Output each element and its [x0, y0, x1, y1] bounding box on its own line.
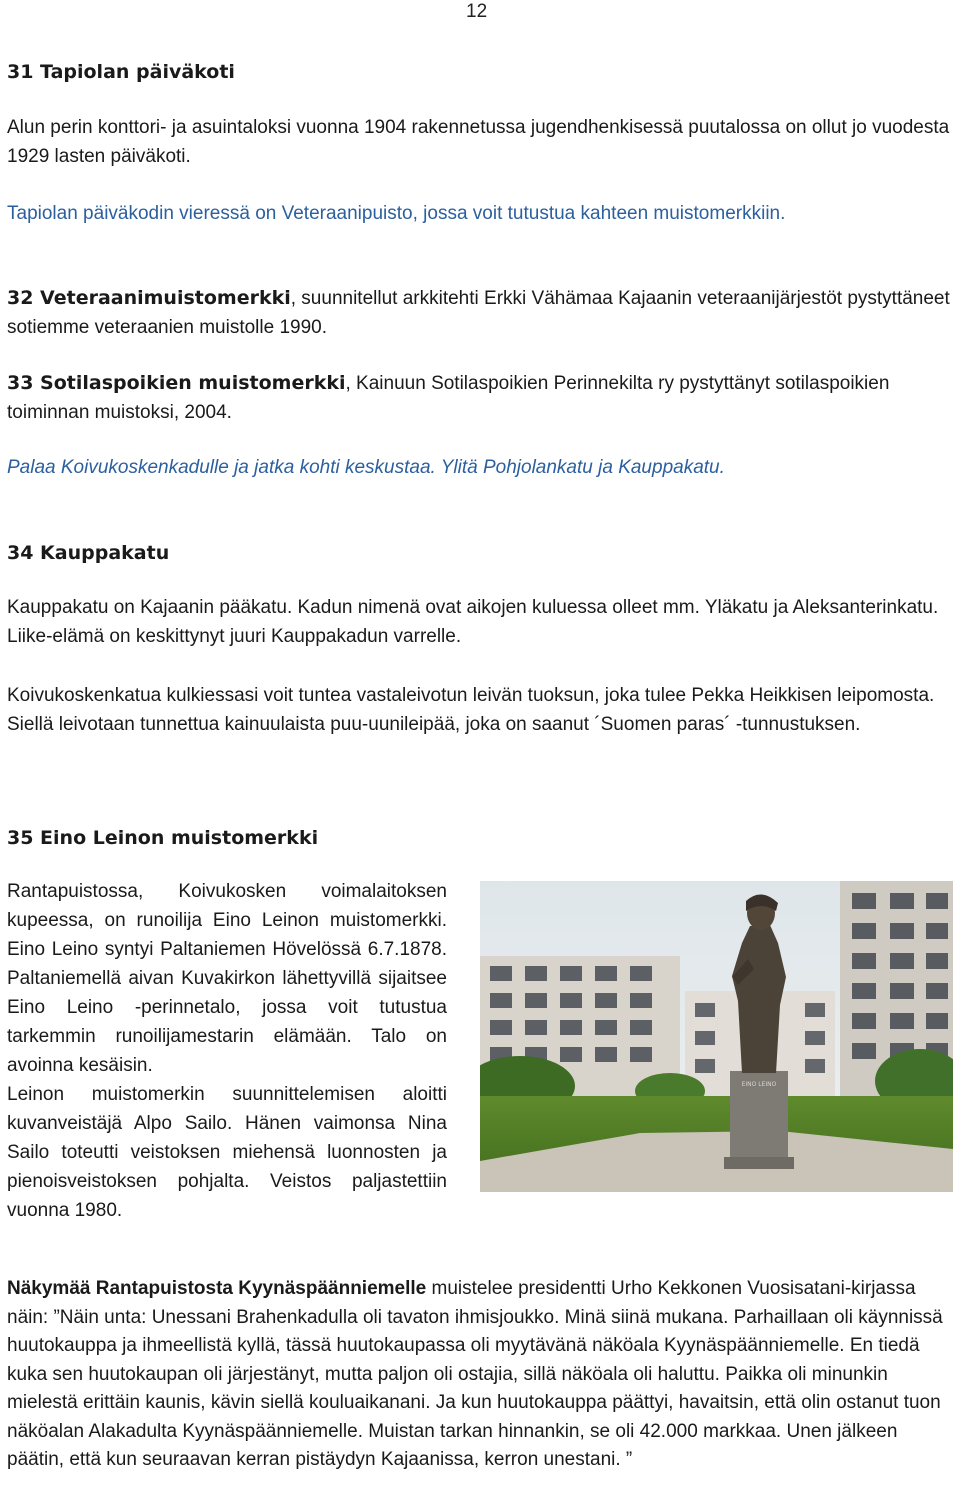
section-35-paragraph-2: Leinon muistomerkin suunnittelemisen aloitti kuvanveistäjä Alpo Sailo. Hänen vaimonsa Nina Sailo toteutti veistoksen miehensä luonnosten ja pienoisveistoksen pohjalta. Veistos paljastettiin vuonna 1980. — [7, 1084, 447, 1221]
veteraanipuisto-note: Tapiolan päiväkodin vieressä on Veteraanipuisto, jossa voit tutustua kahteen muistomerkkiin. — [7, 203, 786, 224]
section-35-heading: 35 Eino Leinon muistomerkki — [7, 827, 319, 849]
section-32-title: 32 Veteraanimuistomerkki — [7, 287, 291, 309]
section-31-body — [7, 113, 953, 171]
view-section — [7, 1275, 953, 1475]
section-31-heading: 31 Tapiolan päiväkoti — [7, 61, 235, 83]
section-34-paragraph-2: Koivukoskenkatua kulkiessasi voit tuntea vastaleivotun leivän tuoksun, joka tulee Pekka Heikkisen leipomosta. Siellä leivotaan tunnettua kainuulaista puu-uunileipää, joka on saanut ´Suomen paras´ -tunnustuksen. — [7, 685, 935, 735]
section-35-body — [7, 877, 447, 1225]
view-text: muistelee presidentti Urho Kekkonen Vuosisatani-kirjassa näin: ”Näin unta: Unessani Brahenkadulla oli tavaton ihmisjoukko. Minä siinä mukana. Parhaillaan oli käynnissä huutokauppa ja ihmeellistä kyllä, tässä huutokaupassa oli myytävänä näköala Kyynäspäänniemelle. En tiedä kuka sen huutokaupan oli järjestänyt, mutta paljon oli ostajia, sillä näköala oli haluttu. Paikka oli minunkin mielestä erittäin kaunis, kävin siellä kouluaikanani. Ja kun huutokauppa päättyi, havaitsin, että olin ostanut tuon näköalan Alakadulta Kyynäspäänniemelle. Muistan tarkan hinnankin, se oli 42.000 markkaa. Unen jälkeen päätin, että kun seuraavan kerran pistäydyn Kajaanissa, kerron unestani. ” — [7, 1278, 943, 1470]
directions — [7, 453, 953, 482]
section-31-note — [7, 199, 953, 228]
section-35-paragraph-1: Rantapuistossa, Koivukosken voimalaitoksen kupeessa, on runoilija Eino Leinon muistomerkki. Eino Leino syntyi Paltaniemen Hövelössä 6.7.1878. Paltaniemellä aivan Kuvakirkon lähettyvillä sijaitsee Eino Leino -perinnetalo, jossa voit tutustua tarkemmin runoilijamestarin elämään. Talo on avoinna kesäisin. — [7, 881, 447, 1076]
section-34-body-2 — [7, 681, 953, 739]
section-31-paragraph: Alun perin konttori- ja asuintaloksi vuonna 1904 rakennetussa jugendhenkisessä puutalossa on ollut jo vuodesta 1929 lasten päiväkoti. — [7, 117, 950, 167]
section-32 — [7, 284, 953, 342]
section-34-heading: 34 Kauppakatu — [7, 542, 170, 564]
section-34-paragraph-1: Kauppakatu on Kajaanin pääkatu. Kadun nimenä ovat aikojen kuluessa olleet mm. Yläkatu ja Aleksanterinkatu. Liike-elämä on keskittynyt juuri Kauppakadun varrelle. — [7, 597, 939, 647]
directions-text: Palaa Koivukoskenkadulle ja jatka kohti keskustaa. Ylitä Pohjolankatu ja Kauppakatu. — [7, 457, 725, 478]
plinth-inscription: EINO LEINO — [741, 1081, 777, 1088]
section-33-title: 33 Sotilaspoikien muistomerkki — [7, 372, 346, 394]
page-number: 12 — [466, 1, 488, 22]
section-33-text: , Kainuun Sotilaspoikien Perinnekilta ry pystyttänyt sotilaspoikien toiminnan muistoksi, 2004. — [7, 373, 890, 423]
eino-leino-statue-photo — [480, 881, 953, 1192]
section-34-body — [7, 593, 953, 651]
view-title: Näkymää Rantapuistosta Kyynäspäänniemelle — [7, 1278, 427, 1299]
section-33 — [7, 369, 953, 427]
section-32-text: , suunnitellut arkkitehti Erkki Vähämaa Kajaanin veteraanijärjestöt pystyttäneet sotiemme veteraanien muistolle 1990. — [7, 288, 950, 338]
